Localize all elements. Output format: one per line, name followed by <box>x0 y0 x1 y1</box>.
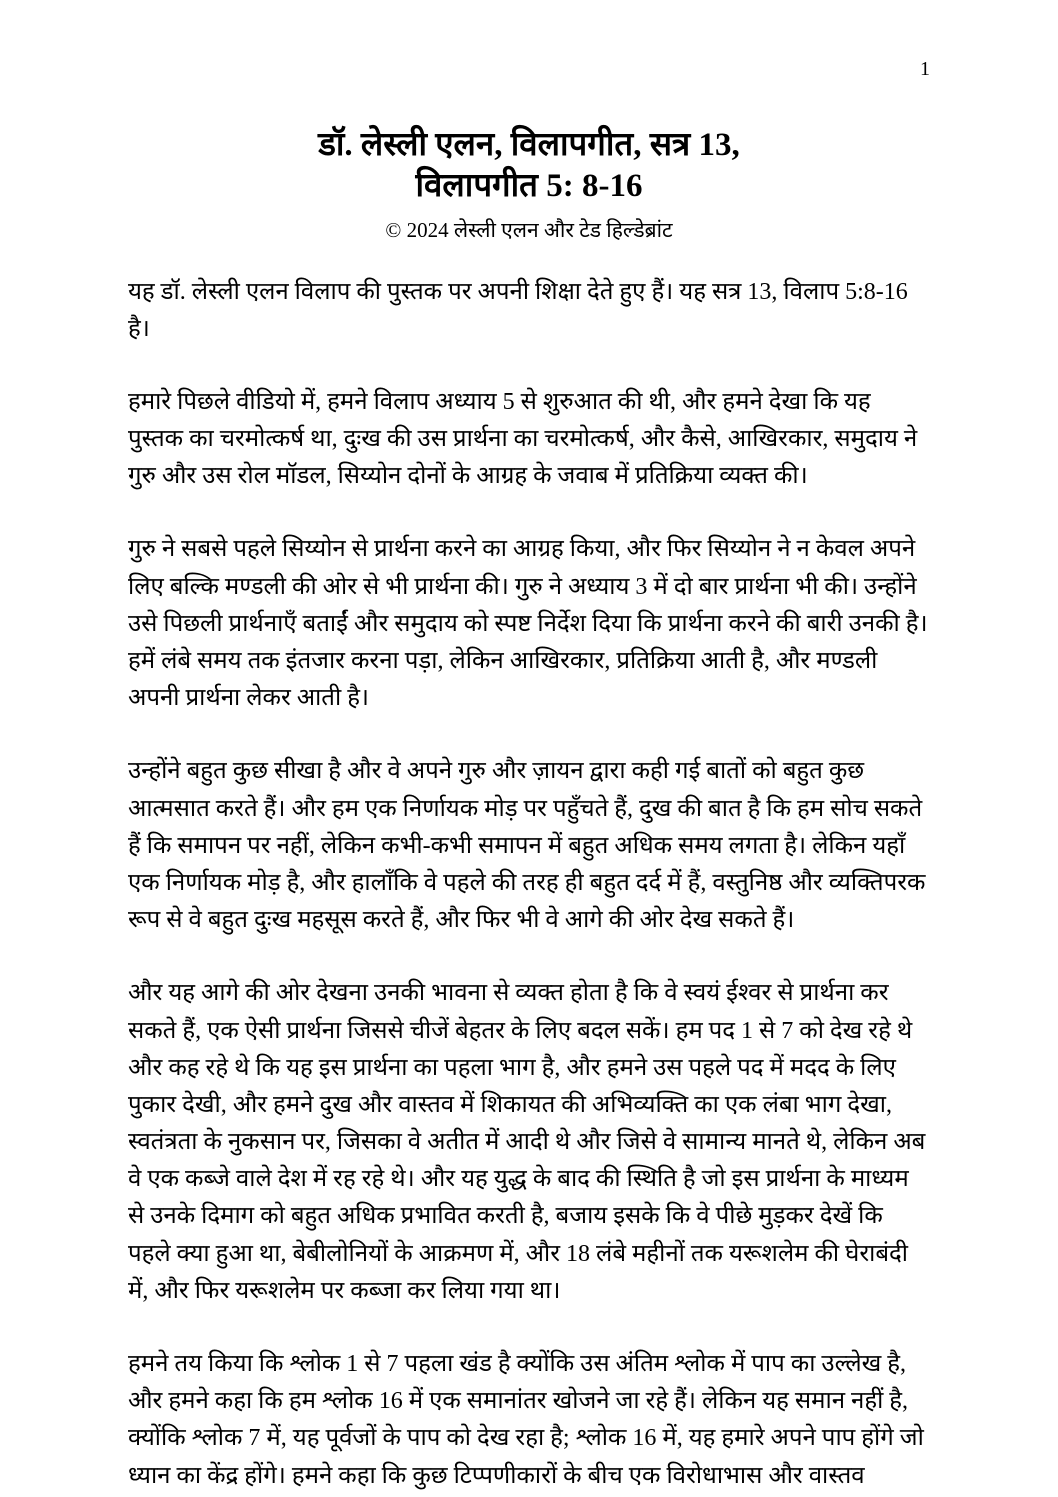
paragraph: गुरु ने सबसे पहले सिय्योन से प्रार्थना करने का आग्रह किया, और फिर सिय्योन ने न केवल अपने लिए बल्कि मण्डली की ओर से भी प्रार्थना की। गुरु ने अध्याय 3 में दो बार प्रार्थना भी की। उन्होंने उसे पिछली प्रार्थनाएँ बताईं और समुदाय को स्पष्ट निर्देश दिया कि प्रार्थना करने की बारी उनकी है। हमें लंबे समय तक इंतजार करना पड़ा, लेकिन आखिरकार, प्रतिक्रिया आती है, और मण्डली अपनी प्रार्थना लेकर आती है। <box>128 536 928 712</box>
copyright-line: © 2024 लेस्ली एलन और टेड हिल्डेब्रांट <box>385 217 673 242</box>
paragraph: यह डॉ. लेस्ली एलन विलाप की पुस्तक पर अपनी शिक्षा देते हुए हैं। यह सत्र 13, विलाप 5:8-16 है। <box>128 278 908 342</box>
body-text <box>128 274 930 1495</box>
paragraph: हमने तय किया कि श्लोक 1 से 7 पहला खंड है क्योंकि उस अंतिम श्लोक में पाप का उल्लेख है, और हमने कहा कि हम श्लोक 16 में एक समानांतर खोजने जा रहे हैं। लेकिन यह समान नहीं है, क्योंकि श्लोक 7 में, यह पूर्वजों के पाप को देख रहा है; श्लोक 16 में, यह हमारे अपने पाप होंगे जो ध्यान का केंद्र होंगे। हमने कहा कि कुछ टिप्पणीकारों के बीच एक विरोधाभास और वास्तव <box>128 1351 924 1489</box>
title-line-1: डॉ. लेस्ली एलन, विलापगीत, सत्र 13, <box>318 127 740 163</box>
page-number: 1 <box>920 58 930 80</box>
document-title <box>128 125 930 208</box>
paragraph: हमारे पिछले वीडियो में, हमने विलाप अध्याय 5 से शुरुआत की थी, और हमने देखा कि यह पुस्तक का चरमोत्कर्ष था, दुःख की उस प्रार्थना का चरमोत्कर्ष, और कैसे, आखिरकार, समुदाय ने गुरु और उस रोल मॉडल, सिय्योन दोनों के आग्रह के जवाब में प्रतिक्रिया व्यक्त की। <box>128 388 918 490</box>
title-line-2: विलापगीत 5: 8-16 <box>415 168 643 205</box>
paragraph: उन्होंने बहुत कुछ सीखा है और वे अपने गुरु और ज़ायन द्वारा कही गई बातों को बहुत कुछ आत्मसात करते हैं। और हम एक निर्णायक मोड़ पर पहुँचते हैं, दुख की बात है कि हम सोच सकते हैं कि समापन पर नहीं, लेकिन कभी-कभी समापन में बहुत अधिक समय लगता है। लेकिन यहाँ एक निर्णायक मोड़ है, और हालाँकि वे पहले की तरह ही बहुत दर्द में हैं, वस्तुनिष्ठ और व्यक्तिपरक रूप से वे बहुत दुःख महसूस करते हैं, और फिर भी वे आगे की ओर देख सकते हैं। <box>128 758 926 934</box>
document-content <box>128 125 930 1497</box>
paragraph: और यह आगे की ओर देखना उनकी भावना से व्यक्त होता है कि वे स्वयं ईश्वर से प्रार्थना कर सकते हैं, एक ऐसी प्रार्थना जिससे चीजें बेहतर के लिए बदल सकें। हम पद 1 से 7 को देख रहे थे और कह रहे थे कि यह इस प्रार्थना का पहला भाग है, और हमने उस पहले पद में मदद के लिए पुकार देखी, और हमने दुख और वास्तव में शिकायत की अभिव्यक्ति का एक लंबा भाग देखा, स्वतंत्रता के नुकसान पर, जिसका वे अतीत में आदी थे और जिसे वे सामान्य मानते थे, लेकिन अब वे एक कब्जे वाले देश में रह रहे थे। और यह युद्ध के बाद की स्थिति है जो इस प्रार्थना के माध्यम से उनके दिमाग को बहुत अधिक प्रभावित करती है, बजाय इसके कि वे पीछे मुड़कर देखें कि पहले क्या हुआ था, बेबीलोनियों के आक्रमण में, और 18 लंबे महीनों तक यरूशलेम की घेराबंदी में, और फिर यरूशलेम पर कब्जा कर लिया गया था। <box>128 980 926 1304</box>
